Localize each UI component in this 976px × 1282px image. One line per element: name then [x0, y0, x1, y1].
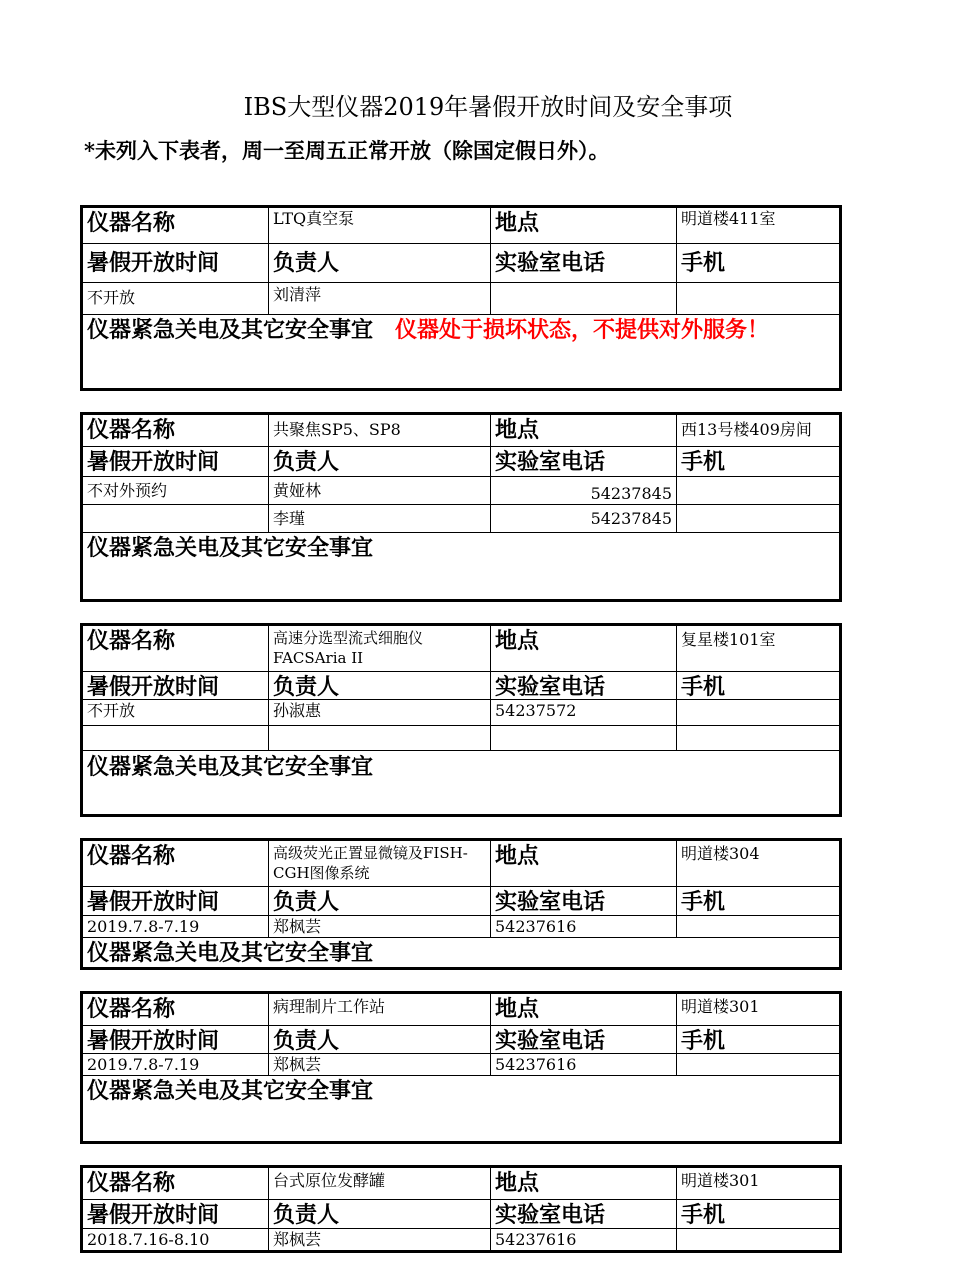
instrument-name-value: 高级荧光正置显微镜及FISH-CGH图像系统 [269, 841, 491, 886]
page-title: IBS大型仪器2019年暑假开放时间及安全事项 [243, 93, 733, 121]
instrument-block-3 [80, 623, 842, 817]
person-value: 李瑾 [269, 505, 491, 532]
location-label: 地点 [491, 208, 677, 243]
mobile-value [677, 1229, 839, 1250]
phone-value [491, 726, 677, 750]
summer-hours-label: 暑假开放时间 [83, 447, 269, 476]
location-value: 西13号楼409房间 [681, 420, 812, 439]
lab-phone-label: 实验室电话 [491, 447, 677, 476]
summer-hours-label: 暑假开放时间 [83, 887, 269, 915]
location-value: 明道楼301 [681, 997, 760, 1016]
person-label: 负责人 [269, 887, 491, 915]
person-value: 孙淑惠 [269, 700, 491, 725]
instrument-name-label: 仪器名称 [83, 208, 269, 243]
hours-value: 不对外预约 [83, 477, 269, 504]
person-label: 负责人 [269, 1200, 491, 1228]
phone-value: 54237616 [491, 1229, 677, 1250]
instrument-name-value: 高速分选型流式细胞仪FACSAria II [269, 626, 491, 671]
instrument-name-value: 台式原位发酵罐 [269, 1168, 491, 1199]
location-value: 明道楼301 [681, 1171, 760, 1190]
safety-section [83, 315, 773, 388]
mobile-label: 手机 [681, 250, 726, 276]
phone-value: 54237845 [491, 505, 677, 532]
mobile-label: 手机 [681, 1202, 726, 1228]
hours-value: 不开放 [83, 283, 269, 314]
person-value: 黄娅林 [269, 477, 491, 504]
person-value: 郑枫芸 [269, 916, 491, 937]
person-value [269, 726, 491, 750]
location-label: 地点 [491, 1168, 677, 1199]
person-value: 刘清萍 [269, 283, 491, 314]
summer-hours-label: 暑假开放时间 [83, 1026, 269, 1053]
location-label: 地点 [491, 626, 677, 671]
instrument-name-label: 仪器名称 [83, 415, 269, 446]
lab-phone-label: 实验室电话 [491, 1200, 677, 1228]
lab-phone-label: 实验室电话 [491, 1026, 677, 1053]
safety-label: 仪器紧急关电及其它安全事宜 [87, 754, 374, 780]
location-label: 地点 [491, 994, 677, 1025]
phone-value [491, 283, 677, 314]
instrument-name-label: 仪器名称 [83, 841, 269, 886]
instrument-block-4 [80, 838, 842, 970]
phone-value: 54237572 [491, 700, 677, 725]
instrument-block-1 [80, 205, 842, 391]
location-value: 复星楼101室 [681, 630, 776, 649]
hours-value: 2019.7.8-7.19 [83, 1054, 269, 1075]
instrument-block-6 [80, 1165, 842, 1253]
safety-label: 仪器紧急关电及其它安全事宜 [87, 535, 374, 561]
instrument-name-label: 仪器名称 [83, 1168, 269, 1199]
summer-hours-label: 暑假开放时间 [83, 672, 269, 699]
lab-phone-label: 实验室电话 [491, 887, 677, 915]
safety-warning: 仪器处于损坏状态，不提供对外服务！ [395, 317, 770, 343]
person-label: 负责人 [269, 1026, 491, 1053]
location-value: 明道楼411室 [681, 209, 776, 228]
instrument-block-5 [80, 991, 842, 1144]
mobile-value [677, 726, 839, 750]
hours-value: 2018.7.16-8.10 [83, 1229, 269, 1250]
hours-value [83, 505, 269, 532]
instrument-name-label: 仪器名称 [83, 994, 269, 1025]
mobile-label: 手机 [681, 889, 726, 915]
mobile-value [677, 916, 839, 937]
mobile-value [677, 477, 839, 504]
instrument-block-2 [80, 412, 842, 602]
phone-value: 54237616 [491, 916, 677, 937]
location-label: 地点 [491, 415, 677, 446]
hours-value [83, 726, 269, 750]
phone-value: 54237616 [491, 1054, 677, 1075]
person-value: 郑枫芸 [269, 1229, 491, 1250]
mobile-label: 手机 [681, 674, 726, 699]
safety-label: 仪器紧急关电及其它安全事宜 [87, 317, 374, 343]
summer-hours-label: 暑假开放时间 [83, 1200, 269, 1228]
phone-value: 54237845 [491, 477, 677, 504]
mobile-value [677, 700, 839, 725]
lab-phone-label: 实验室电话 [491, 672, 677, 699]
lab-phone-label: 实验室电话 [491, 244, 677, 282]
instrument-name-value: 共聚焦SP5、SP8 [269, 415, 491, 446]
mobile-value [677, 505, 839, 532]
person-label: 负责人 [269, 672, 491, 699]
hours-value: 2019.7.8-7.19 [83, 916, 269, 937]
location-value: 明道楼304 [681, 844, 760, 863]
general-note: *未列入下表者，周一至周五正常开放（除国定假日外）。 [84, 138, 610, 163]
mobile-label: 手机 [681, 1028, 726, 1053]
mobile-value [677, 283, 839, 314]
mobile-label: 手机 [681, 449, 726, 475]
mobile-value [677, 1054, 839, 1075]
location-label: 地点 [491, 841, 677, 886]
person-label: 负责人 [269, 447, 491, 476]
safety-label: 仪器紧急关电及其它安全事宜 [87, 940, 374, 966]
instrument-name-value: 病理制片工作站 [269, 994, 491, 1025]
safety-label: 仪器紧急关电及其它安全事宜 [87, 1078, 374, 1104]
instrument-name-value: LTQ真空泵 [269, 208, 491, 243]
person-value: 郑枫芸 [269, 1054, 491, 1075]
person-label: 负责人 [269, 244, 491, 282]
summer-hours-label: 暑假开放时间 [83, 244, 269, 282]
instrument-name-label: 仪器名称 [83, 626, 269, 671]
hours-value: 不开放 [83, 700, 269, 725]
